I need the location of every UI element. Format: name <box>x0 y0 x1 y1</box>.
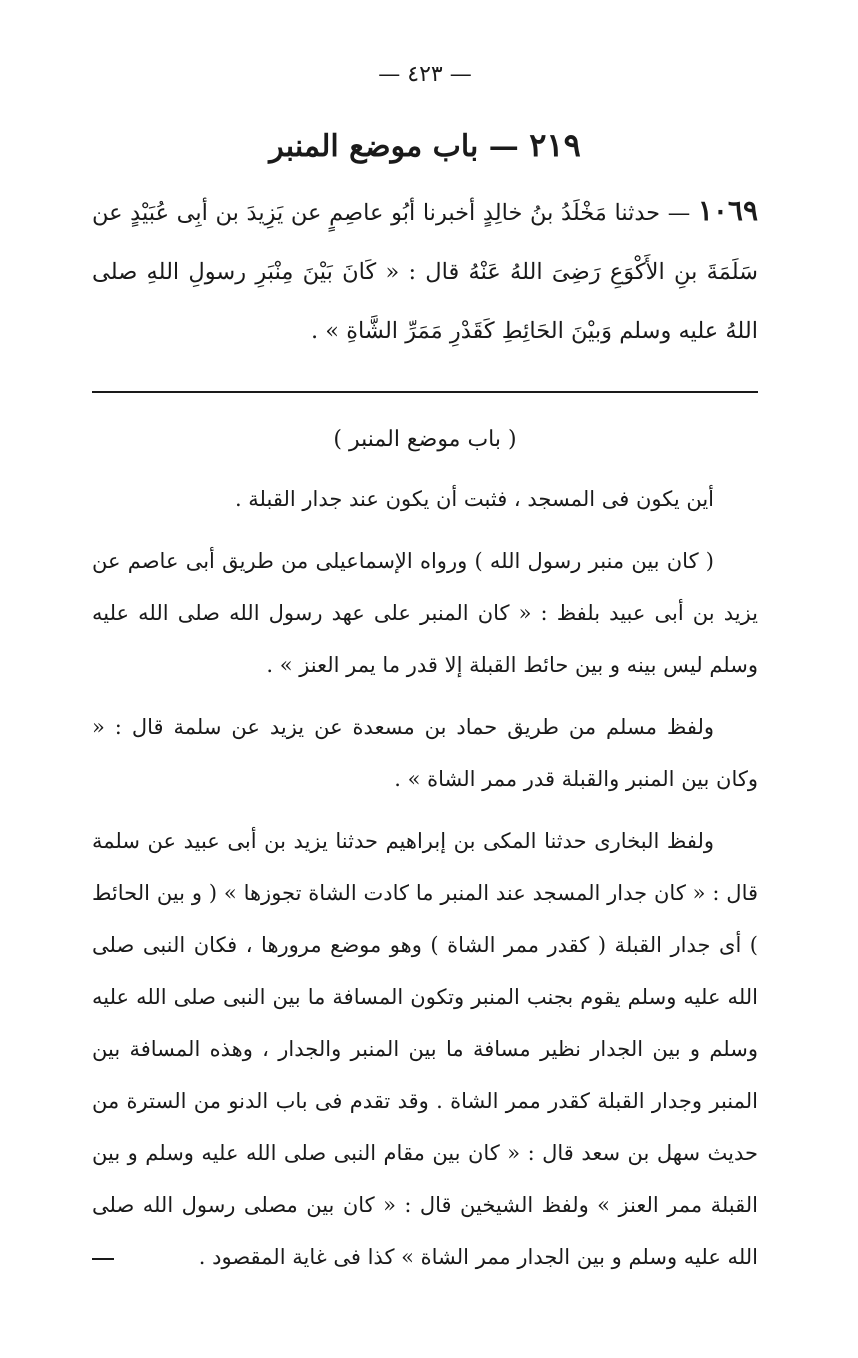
hadith-body: — حدثنا مَخْلَدُ بنُ خالِدٍ أخبرنا أبُو عاصِمٍ عن يَزِيدَ بن أبِى عُبَيْدٍ عن سَلَمَةَ بنِ الأَكْوَعِ رَضِىَ اللهُ عَنْهُ قال : « كَانَ بَيْنَ مِنْبَرِ رسولِ اللهِ صلى اللهُ عليه وسلم وَبيْنَ الحَائِطِ كَقَدْرِ مَمَرِّ الشَّاةِ » . <box>92 199 758 344</box>
chapter-number: ٢١٩ <box>529 126 581 164</box>
chapter-title: باب موضع المنبر <box>269 129 479 164</box>
separator-rule <box>92 391 758 393</box>
end-dash <box>92 1258 114 1260</box>
commentary-paragraph-4: ولفظ البخارى حدثنا المكى بن إبراهيم حدثنا يزيد بن أبى عبيد عن سلمة قال : « كان جدار المسجد عند المنبر ما كادت الشاة تجوزها » ( و بين الحائط ) أى جدار القبلة ( كقدر ممر الشاة ) وهو موضع مرورها ، فكان النبى صلى الله عليه وسلم يقوم بجنب المنبر وتكون المسافة ما بين النبى صلى الله عليه وسلم و بين الجدار نظير مسافة ما بين المنبر والجدار ، وهذه المسافة بين المنبر وجدار القبلة كقدر ممر الشاة . وقد تقدم فى باب الدنو من السترة من حديث سهل بن سعد قال : « كان بين مقام النبى صلى الله عليه وسلم و بين القبلة ممر العنز » ولفظ الشيخين قال : « كان بين مصلى رسول الله صلى الله عليه وسلم و بين الجدار ممر الشاة » كذا فى غاية المقصود . <box>92 828 758 1269</box>
commentary-paragraph-2: ( كان بين منبر رسول الله ) ورواه الإسماعيلى من طريق أبى عاصم عن يزيد بن أبى عبيد بلفظ : « كان المنبر على عهد رسول الله صلى الله عليه وسلم ليس بينه و بين حائط القبلة إلا قدر ما يمر العنز » . <box>92 548 758 677</box>
hadith-number: ١٠٦٩ <box>697 193 758 227</box>
page-number: — ٤٢٣ — <box>378 62 472 87</box>
commentary-paragraph-1: أين يكون فى المسجد ، فثبت أن يكون عند جدار القبلة . <box>234 486 714 511</box>
hadith-text <box>92 181 758 361</box>
chapter-heading <box>92 125 758 167</box>
chapter-separator: — <box>478 129 530 164</box>
commentary-title: ( باب موضع المنبر ) <box>333 426 517 452</box>
commentary-paragraph-3: ولفظ مسلم من طريق حماد بن مسعدة عن يزيد عن سلمة قال : « وكان بين المنبر والقبلة قدر ممر الشاة » . <box>92 714 758 791</box>
